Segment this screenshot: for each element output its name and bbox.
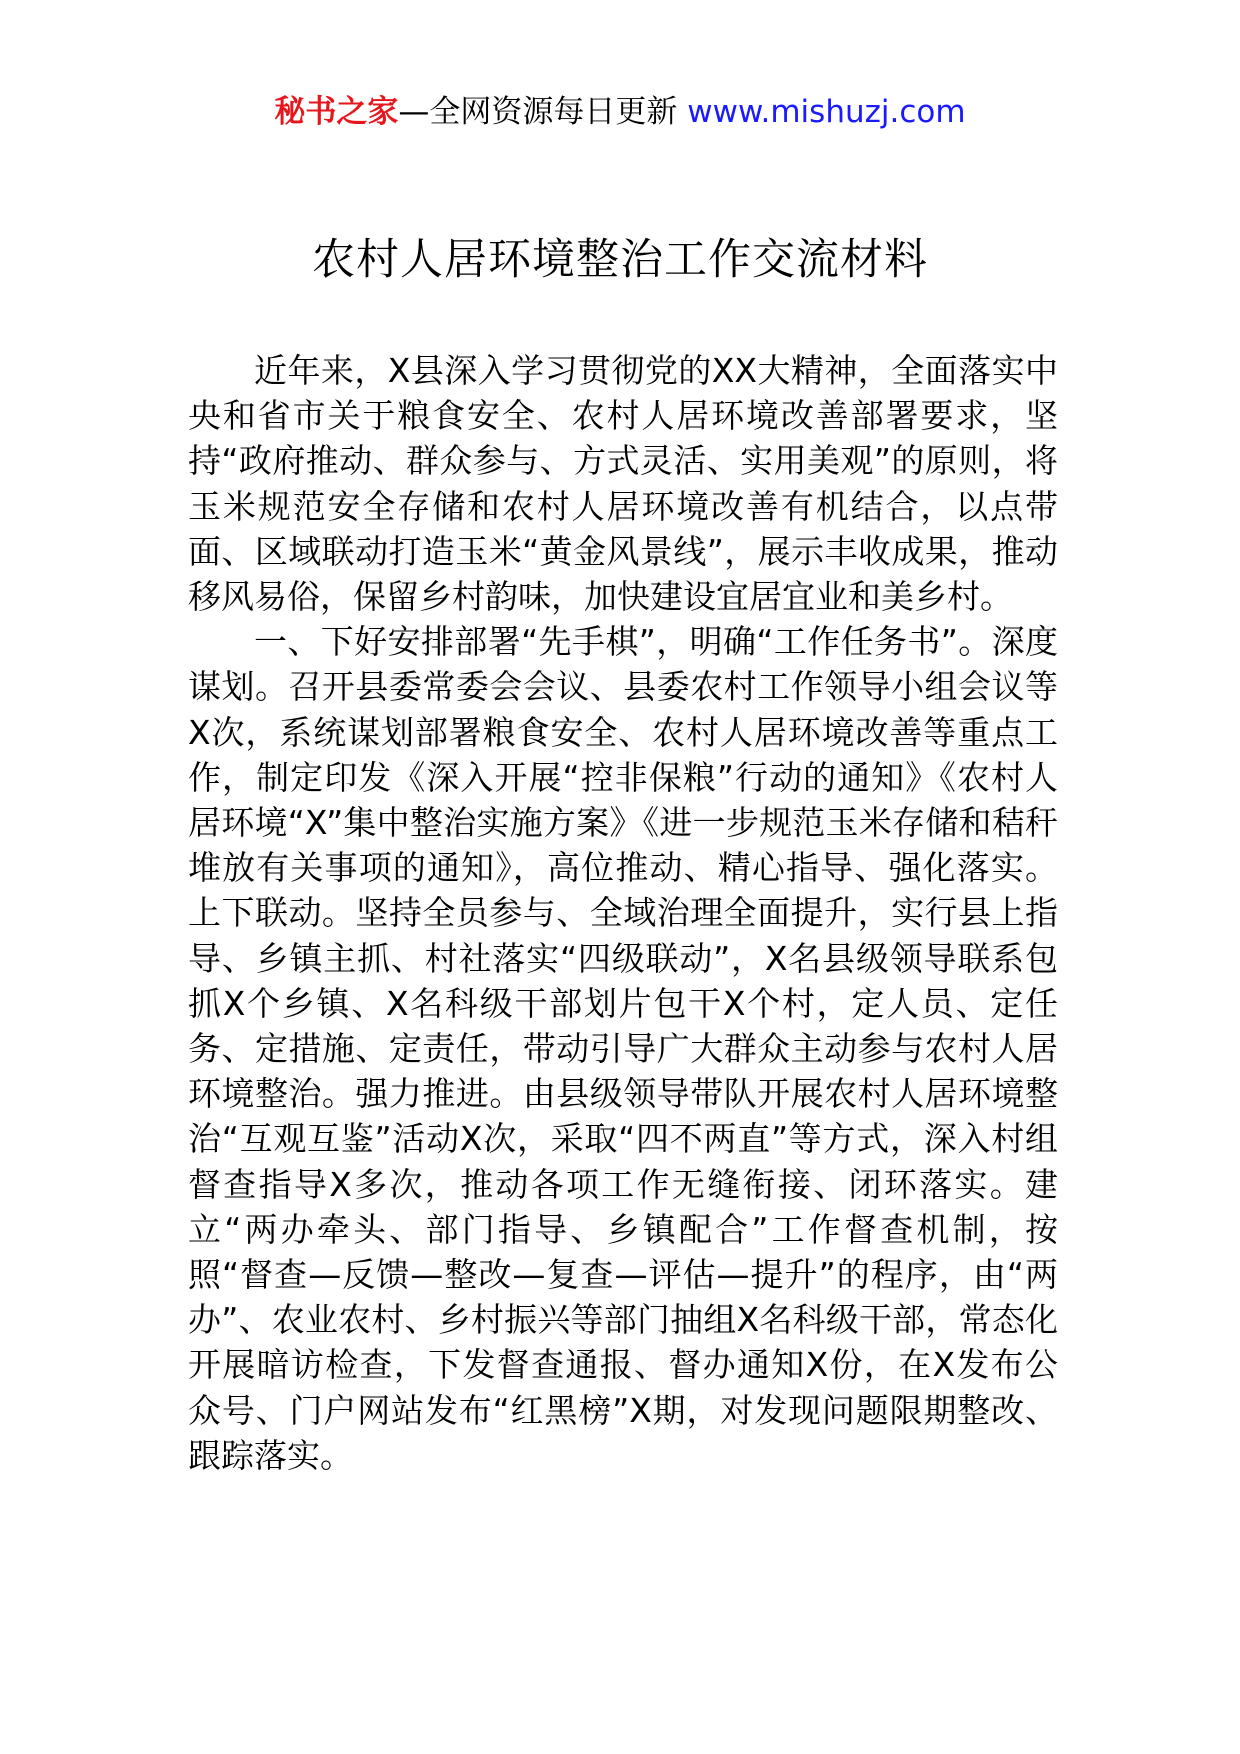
site-url-link[interactable]: www.mishuzj.com <box>687 94 966 130</box>
site-banner <box>0 92 1240 132</box>
banner-tagline: —全网资源每日更新 <box>398 94 678 130</box>
brand-name: 秘书之家 <box>274 94 399 130</box>
paragraph-section-1: 一、下好安排部署“先手棋”，明确“工作任务书”。深度谋划。召开县委常委会会议、县委农村工作领导小组会议等X次，系统谋划部署粮食安全、农村人居环境改善等重点工作，制定印发《深入开展“控非保粮”行动的通知》《农村人居环境“X”集中整治实施方案》《进一步规范玉米存储和秸秆堆放有关事项的通知》，高位推动、精心指导、强化落实。上下联动。坚持全员参与、全域治理全面提升，实行县上指导、乡镇主抓、村社落实“四级联动”，X名县级领导联系包抓X个乡镇、X名科级干部划片包干X个村，定人员、定任务、定措施、定责任，带动引导广大群众主动参与农村人居环境整治。强力推进。由县级领导带队开展农村人居环境整治“互观互鉴”活动X次，采取“四不两直”等方式，深入村组督查指导X多次，推动各项工作无缝衔接、闭环落实。建立“两办牵头、部门指导、乡镇配合”工作督查机制，按照“督查—反馈—整改—复查—评估—提升”的程序，由“两办”、农业农村、乡村振兴等部门抽组X名科级干部，常态化开展暗访检查，下发督查通报、督办通知X份，在X发布公众号、门户网站发布“红黑榜”X期，对发现问题限期整改、跟踪落实。 <box>188 622 1058 1475</box>
document-title: 农村人居环境整治工作交流材料 <box>312 235 928 285</box>
paragraph-intro: 近年来，X县深入学习贯彻党的XX大精神，全面落实中央和省市关于粮食安全、农村人居环境改善部署要求，坚持“政府推动、群众参与、方式灵活、实用美观”的原则，将玉米规范安全存储和农村人居环境改善有机结合，以点带面、区域联动打造玉米“黄金风景线”，展示丰收成果，推动移风易俗，保留乡村韵味，加快建设宜居宜业和美乡村。 <box>188 351 1058 617</box>
document-body <box>188 348 1058 1478</box>
